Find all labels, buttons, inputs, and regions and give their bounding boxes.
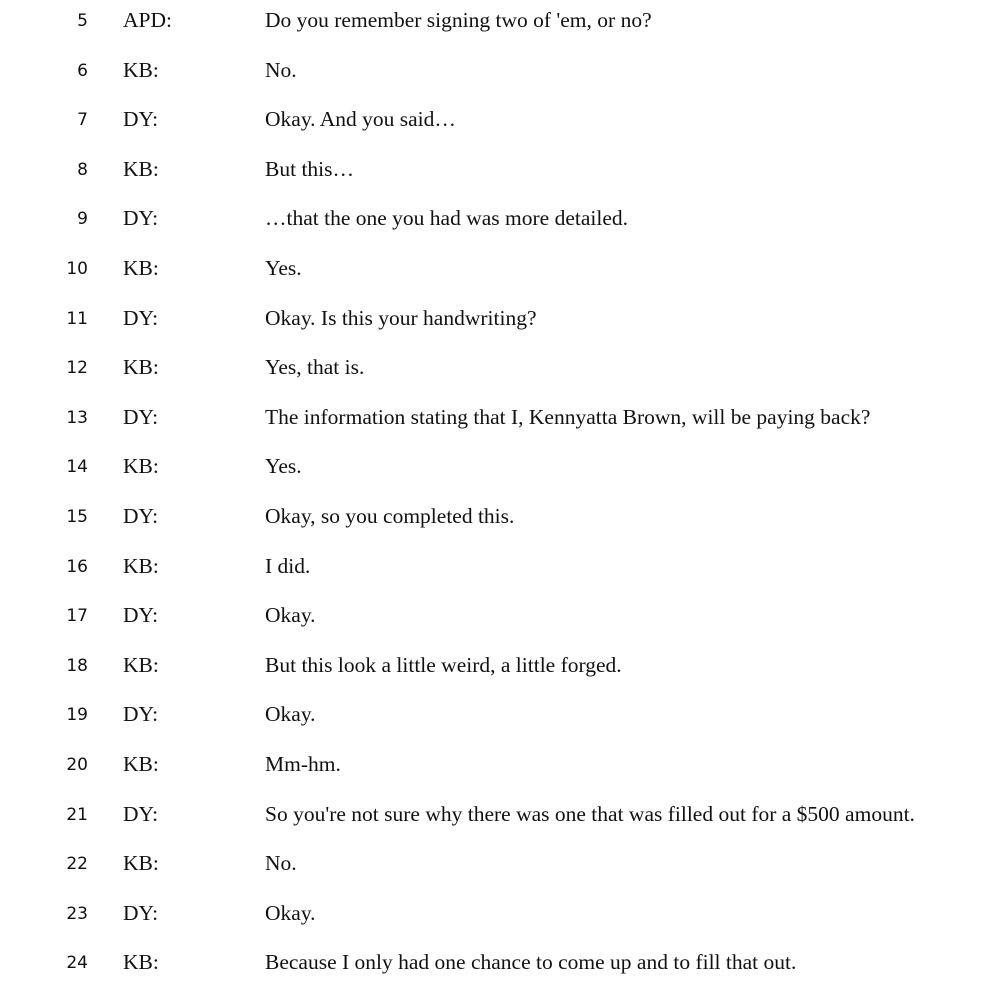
line-number: 17 xyxy=(66,606,88,627)
dialogue-text: …that the one you had was more detailed. xyxy=(265,206,629,231)
line-number: 14 xyxy=(66,457,88,478)
line-number: 20 xyxy=(66,755,88,775)
dialogue-text: Yes. xyxy=(265,454,302,479)
speaker-label: KB: xyxy=(123,950,159,975)
speaker-label: DY: xyxy=(123,603,159,628)
transcript-line xyxy=(0,897,1000,927)
dialogue-text: Okay. And you said… xyxy=(265,107,456,132)
line-number: 9 xyxy=(77,209,88,230)
line-number: 18 xyxy=(66,655,88,676)
speaker-label: DY: xyxy=(123,305,159,330)
speaker-label: KB: xyxy=(123,553,159,578)
line-number: 11 xyxy=(66,308,88,329)
transcript-line xyxy=(0,202,1000,232)
transcript-line xyxy=(0,599,1000,629)
speaker-label: KB: xyxy=(123,355,159,380)
line-number: 19 xyxy=(66,705,88,726)
speaker-label: DY: xyxy=(123,702,159,727)
transcript-line xyxy=(0,153,1000,183)
line-number: 12 xyxy=(66,358,88,379)
speaker-label: KB: xyxy=(123,752,159,776)
line-number: 15 xyxy=(66,507,88,527)
dialogue-text: The information stating that I, Kennyatta Brown, will be paying back? xyxy=(265,404,871,429)
transcript-line xyxy=(0,450,1000,480)
line-number: 22 xyxy=(66,854,88,875)
speaker-label: DY: xyxy=(123,404,159,429)
line-number: 24 xyxy=(66,953,88,974)
dialogue-text: Yes. xyxy=(265,256,302,280)
transcript-line xyxy=(0,798,1000,828)
dialogue-text: So you're not sure why there was one that was filled out for a $500 amount. xyxy=(265,801,915,826)
line-number: 5 xyxy=(77,11,88,31)
speaker-label: KB: xyxy=(123,156,159,181)
transcript-line xyxy=(0,550,1000,580)
speaker-label: APD: xyxy=(123,8,172,32)
line-number: 16 xyxy=(66,556,88,577)
transcript-line xyxy=(0,54,1000,84)
speaker-label: DY: xyxy=(123,504,159,528)
transcript-line xyxy=(0,847,1000,877)
speaker-label: DY: xyxy=(123,900,159,925)
transcript-line xyxy=(0,103,1000,133)
dialogue-text: But this look a little weird, a little forged. xyxy=(265,652,622,677)
speaker-label: DY: xyxy=(123,206,159,231)
dialogue-text: Okay, so you completed this. xyxy=(265,504,515,528)
line-number: 23 xyxy=(66,903,88,924)
transcript-line xyxy=(0,302,1000,332)
speaker-label: KB: xyxy=(123,256,159,280)
dialogue-text: Do you remember signing two of 'em, or no? xyxy=(265,8,652,32)
dialogue-text: No. xyxy=(265,57,297,82)
line-number: 13 xyxy=(66,407,88,428)
speaker-label: DY: xyxy=(123,107,159,132)
dialogue-text: But this… xyxy=(265,156,355,181)
transcript-line xyxy=(0,401,1000,431)
line-number: 21 xyxy=(66,804,88,825)
dialogue-text: I did. xyxy=(265,553,311,578)
dialogue-text: Okay. xyxy=(265,900,316,925)
transcript-line xyxy=(0,946,1000,976)
transcript-line xyxy=(0,649,1000,679)
line-number: 8 xyxy=(77,159,88,180)
transcript-line xyxy=(0,748,1000,778)
line-number: 6 xyxy=(77,60,88,81)
dialogue-text: Yes, that is. xyxy=(265,355,365,380)
dialogue-text: Okay. xyxy=(265,702,316,727)
line-number: 10 xyxy=(66,259,88,279)
speaker-label: DY: xyxy=(123,801,159,826)
transcript-line xyxy=(0,252,1000,282)
speaker-label: KB: xyxy=(123,851,159,876)
dialogue-text: Mm-hm. xyxy=(265,752,341,776)
transcript-line xyxy=(0,4,1000,34)
dialogue-text: Because I only had one chance to come up and to fill that out. xyxy=(265,950,797,975)
speaker-label: KB: xyxy=(123,57,159,82)
dialogue-text: No. xyxy=(265,851,297,876)
transcript-line xyxy=(0,351,1000,381)
transcript-line xyxy=(0,500,1000,530)
transcript-line xyxy=(0,698,1000,728)
speaker-label: KB: xyxy=(123,454,159,479)
line-number: 7 xyxy=(77,110,88,131)
speaker-label: KB: xyxy=(123,652,159,677)
dialogue-text: Okay. xyxy=(265,603,316,628)
dialogue-text: Okay. Is this your handwriting? xyxy=(265,305,537,330)
